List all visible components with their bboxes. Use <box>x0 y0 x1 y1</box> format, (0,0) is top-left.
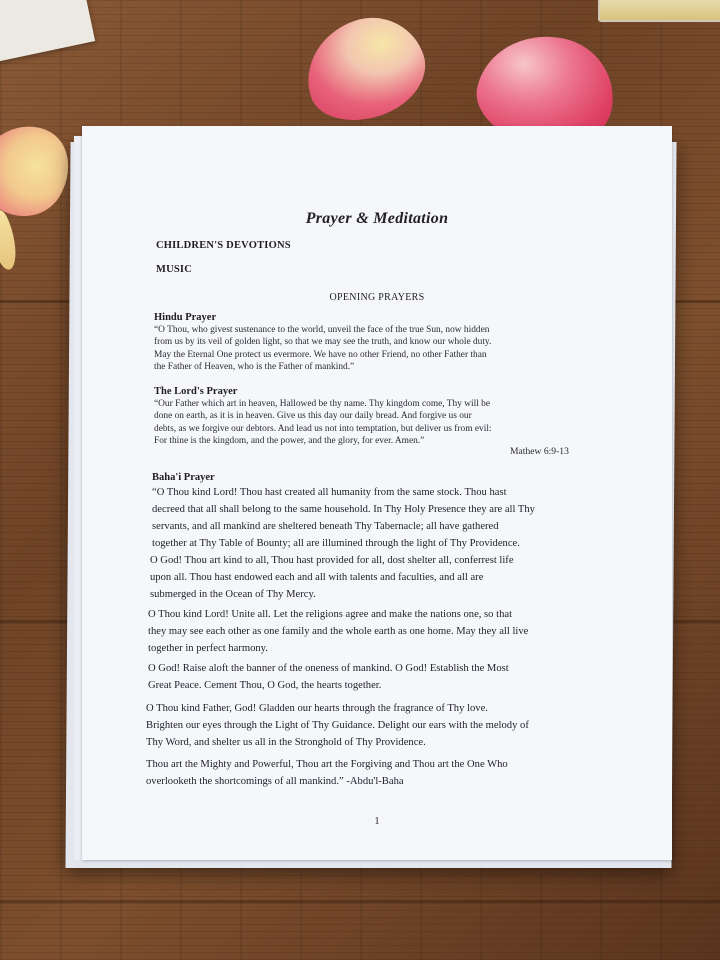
rose-petal <box>293 4 437 134</box>
bahai-paragraph <box>146 700 529 751</box>
text-line: May the Eternal One protect us evermore. We have no other Friend, no other Father than <box>154 349 487 360</box>
text-line: Thy Word, and shelter us all in the Stronghold of Thy Providence. <box>146 737 426 748</box>
text-line: servants, and all mankind are sheltered beneath Thy Tabernacle; all have gathered <box>152 521 499 532</box>
bahai-prayer-title: Baha'i Prayer <box>152 472 215 483</box>
bahai-paragraph <box>148 606 528 657</box>
text-line: Brighten our eyes through the Light of Thy Guidance. Delight our ears with the melody of <box>146 720 529 731</box>
lords-prayer-reference: Mathew 6:9-13 <box>510 446 569 457</box>
document-title: Prayer & Meditation <box>305 210 449 227</box>
text-line: O God! Raise aloft the banner of the oneness of mankind. O God! Establish the Most <box>148 663 509 674</box>
text-line: O Thou kind Father, God! Gladden our hearts through the fragrance of Thy love. <box>146 703 488 714</box>
text-line: upon all. Thou hast endowed each and all with talents and faculties, and all are <box>150 572 484 583</box>
text-line: “O Thou kind Lord! Thou hast created all humanity from the same stock. Thou hast <box>152 487 507 498</box>
text-line: O God! Thou art kind to all, Thou hast provided for all, dost shelter all, conferrest life <box>150 555 514 566</box>
lords-prayer-text <box>154 398 492 447</box>
text-line: “O Thou, who givest sustenance to the world, unveil the face of the true Sun, now hidden <box>154 325 490 335</box>
bahai-paragraph <box>146 756 508 790</box>
text-line: O Thou kind Lord! Unite all. Let the religions agree and make the nations one, so that <box>148 609 513 620</box>
bahai-paragraph <box>152 484 535 552</box>
hindu-prayer-text <box>154 324 491 373</box>
text-line: from us by its veil of golden light, so that we may see the truth, and know our whole duty. <box>154 337 492 348</box>
rose-petal <box>0 209 19 272</box>
text-line: together at Thy Table of Bounty; all are illumined through the light of Thy Providence. <box>152 538 520 549</box>
text-line: decreed that all shall belong to the same household. In Thy Holy Presence they are all Thy <box>152 504 535 515</box>
text-line: Thou art the Mighty and Powerful, Thou art the Forgiving and Thou art the One Who <box>146 759 508 770</box>
text-line: submerged in the Ocean of Thy Mercy. <box>150 589 316 600</box>
text-line: debts, as we forgive our debtors. And lead us not into temptation, but deliver us from evil: <box>154 423 492 434</box>
program-page <box>82 126 672 860</box>
opening-prayers-heading: OPENING PRAYERS <box>329 292 425 303</box>
text-line: Great Peace. Cement Thou, O God, the hearts together. <box>148 680 382 691</box>
page-number: 1 <box>374 816 380 827</box>
hindu-prayer-title: Hindu Prayer <box>154 312 217 323</box>
music-heading: MUSIC <box>156 264 193 275</box>
text-line: overlooketh the shortcomings of all mankind.” -Abdu'l-Baha <box>146 776 404 787</box>
text-line: together in perfect harmony. <box>148 643 268 654</box>
text-line: the Father of Heaven, who is the Father of mankind.” <box>154 361 355 372</box>
text-line: For thine is the kingdom, and the power, and the glory, for ever. Amen.” <box>154 435 425 446</box>
bahai-paragraph <box>150 552 514 603</box>
text-line: done on earth, as it is in heaven. Give us this day our daily bread. And forgive us our <box>154 411 472 422</box>
childrens-devotions-heading: CHILDREN'S DEVOTIONS <box>156 240 291 251</box>
text-line: they may see each other as one family and the whole earth as one home. May they all live <box>148 626 529 637</box>
text-line: “Our Father which art in heaven, Hallowed be thy name. Thy kingdom come, Thy will be <box>154 399 491 409</box>
background-card-top-right <box>598 0 720 22</box>
background-card-top-left <box>0 0 95 62</box>
wood-plank-seam <box>0 900 720 903</box>
bahai-paragraph <box>148 660 509 694</box>
lords-prayer-title: The Lord's Prayer <box>154 386 238 397</box>
